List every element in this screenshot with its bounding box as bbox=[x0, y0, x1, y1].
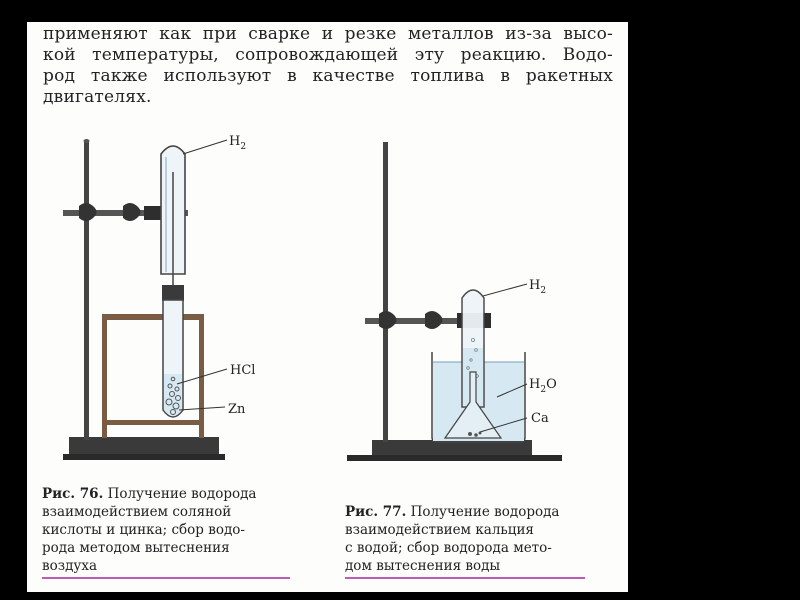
h2o-label: $H_2O$ bbox=[529, 377, 557, 395]
intro-line: двигателях. bbox=[43, 87, 152, 107]
intro-line: род также используют в качестве топлива в ракетных bbox=[43, 66, 613, 86]
caption-underline bbox=[42, 577, 290, 579]
wooden-frame bbox=[102, 314, 204, 320]
figure-76-caption: Рис. 76. Получение водорода взаимодействием соляной кислоты и цинка; сбор водо- рода методом вытеснения воздуха bbox=[42, 486, 257, 574]
caption-underline bbox=[345, 577, 585, 579]
h2-label: $H_2$ bbox=[229, 134, 247, 152]
stand-rod bbox=[84, 140, 89, 440]
stand-rod bbox=[383, 142, 388, 442]
figure-77-apparatus bbox=[347, 142, 562, 461]
zn-label: Zn bbox=[228, 402, 246, 417]
h2-label: $H_2$ bbox=[529, 278, 547, 296]
rubber-stopper bbox=[162, 285, 184, 301]
intro-line: кой температуры, сопровождающей эту реакцию. Водо- bbox=[43, 45, 613, 65]
intro-line: применяют как при сварке и резке металлов из-за высо- bbox=[43, 24, 613, 44]
hcl-label: HCl bbox=[230, 363, 256, 378]
figure-76-apparatus bbox=[63, 134, 255, 460]
caption-label: Рис. 76. bbox=[42, 486, 104, 502]
figure-77-caption: Рис. 77. Получение водорода взаимодействием кальция с водой; сбор водорода мето- дом вытеснения воды bbox=[345, 504, 560, 574]
caption-label: Рис. 77. bbox=[345, 504, 407, 520]
clamp-screw bbox=[79, 203, 97, 221]
textbook-page bbox=[27, 22, 628, 592]
ca-label: Ca bbox=[531, 411, 549, 426]
